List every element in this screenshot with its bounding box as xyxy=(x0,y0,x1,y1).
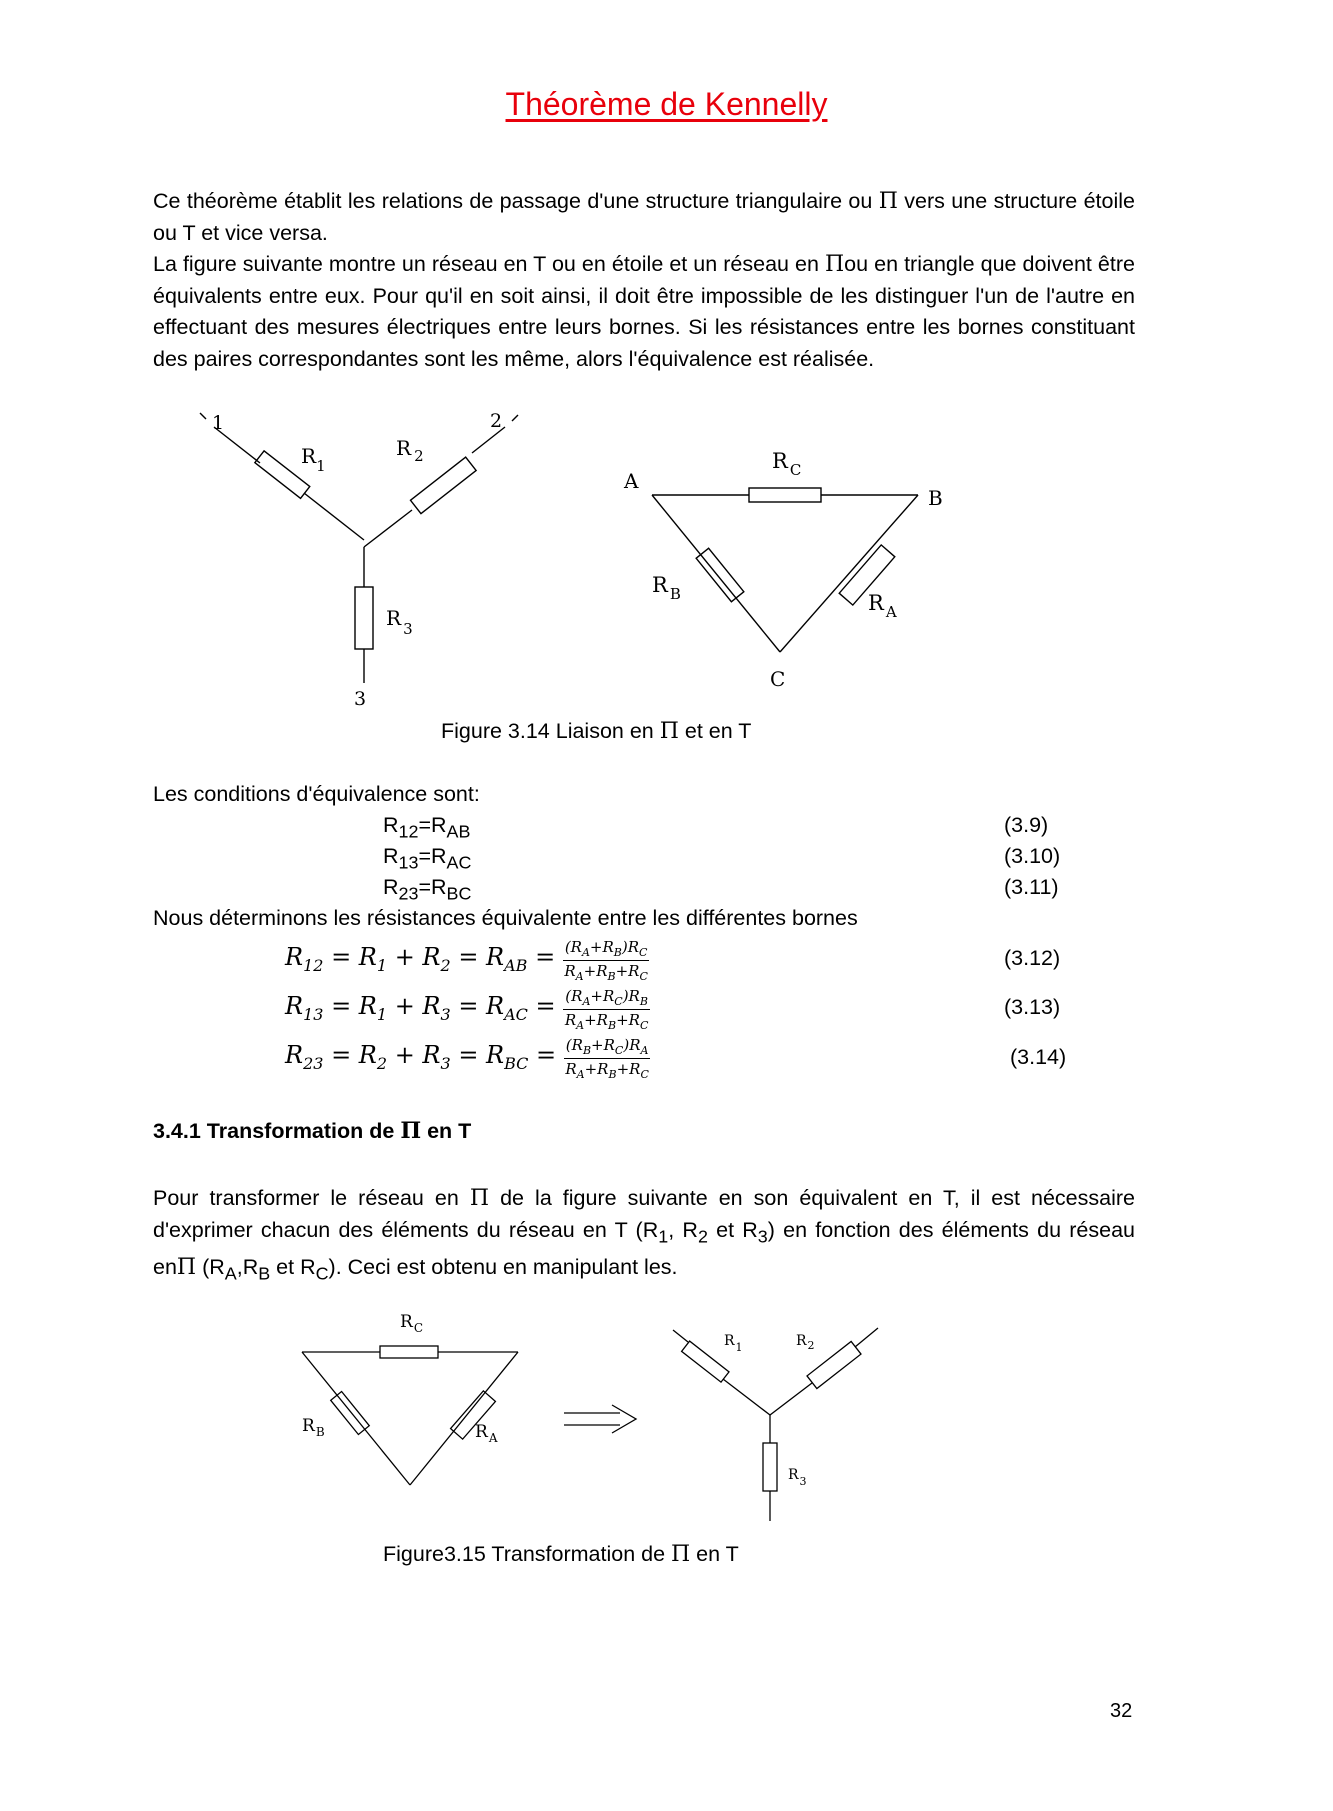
star-terminal-3: 3 xyxy=(354,688,367,710)
condition-2: $R_{13}=R_{AC}$ xyxy=(383,844,472,873)
condition-1: $R_{12}=R_{AB}$ xyxy=(383,813,471,842)
label-r2: R $_2$ xyxy=(396,436,424,465)
equation-number-3-12: (3.12) xyxy=(1004,946,1061,970)
small-label-ra: $R_A$ xyxy=(475,1422,498,1445)
small-label-rc: $R_C$ xyxy=(400,1312,423,1335)
node-c: C xyxy=(770,667,786,691)
label-rb: R $_B$ xyxy=(652,573,681,603)
intro-paragraph-2: La figure suivante montre un réseau en T ou en étoile et un réseau en Πou en triangle que doivent être équivalents entre eux. Pour qu'il en soit ainsi, il doit être impossible de les distinguer l'un de l'autre en effectuant des mesures électriques entre leurs bornes. Si les résistances entre les bornes constituant des paires correspondantes sont les même, alors l'équivalence est réalisée. xyxy=(153,252,1135,371)
page-title: Théorème de Kennelly xyxy=(505,86,828,122)
page-number: 32 xyxy=(1110,1700,1133,1722)
equation-3-14: $R_{23} = R_2 + R_3 = R_{BC}$ = $\frac{(R_B+R_C)R_A}{R_A+R_B+R_C}$ xyxy=(285,1036,649,1081)
intro-text xyxy=(153,186,1135,375)
conditions-intro: Les conditions d'équivalence sont: xyxy=(153,782,480,806)
label-r1: $R_1$ xyxy=(301,444,326,475)
equation-number-3-13: (3.13) xyxy=(1004,995,1061,1019)
section-paragraph: Pour transformer le réseau en Π de la figure suivante en son équivalent en T, il est nécessaire d'exprimer chacun des éléments du réseau en T ($R_1$, $R_2$ et $R_3$) en fonction des éléments du réseau enΠ ($R_A,R_B$ et $R_C$). Ceci est obtenu en manipulant les. xyxy=(153,1186,1135,1284)
determine-text: Nous déterminons les résistances équivalente entre les différentes bornes xyxy=(153,906,858,930)
equation-3-12: $R_{12} = R_1 + R_2 = R_{AB}$ = $\frac{(R_A+R_B)R_C}{R_A+R_B+R_C}$ xyxy=(285,938,648,983)
figure-3-14-caption: Figure 3.14 Liaison en Π et en T xyxy=(441,719,752,744)
condition-3: $R_{23}=R_{BC}$ xyxy=(383,875,472,904)
small-label-r3: $R_3$ xyxy=(788,1467,807,1488)
star-terminal-1: 1 xyxy=(212,412,225,434)
transform-arrow-icon xyxy=(564,1405,636,1433)
figure-3-15-caption: Figure3.15 Transformation de Π en T xyxy=(383,1542,739,1567)
equation-number-3-9: (3.9) xyxy=(1004,813,1049,837)
small-label-r1: $R_1$ xyxy=(724,1333,743,1354)
small-label-rb: $R_B$ xyxy=(302,1416,325,1439)
equation-number-3-14: (3.14) xyxy=(1010,1045,1067,1069)
small-label-r2: $R_2$ xyxy=(796,1333,815,1352)
figure-star-network xyxy=(190,405,503,715)
label-ra: R $_A$ xyxy=(868,591,897,621)
equation-3-13: $R_{13} = R_1 + R_3 = R_{AC}$ = $\frac{(R_A+R_C)R_B}{R_A+R_B+R_C}$ xyxy=(285,987,649,1032)
label-r3: R $_3$ xyxy=(386,606,413,638)
equation-number-3-11: (3.11) xyxy=(1004,875,1059,899)
section-heading: 3.4.1 Transformation de Π en T xyxy=(153,1118,472,1144)
node-a: A xyxy=(624,469,639,493)
node-b: B xyxy=(928,486,943,510)
figure-pi-to-t-transformation xyxy=(290,1305,890,1535)
equation-number-3-10: (3.10) xyxy=(1004,844,1061,868)
delta-network-small xyxy=(302,1346,518,1485)
intro-paragraph-1: Ce théorème établit les relations de passage d'une structure triangulaire ou Π vers une structure étoile ou T et vice versa. xyxy=(153,189,1135,245)
star-terminal-2: 2 xyxy=(490,410,503,432)
star-network-small xyxy=(673,1328,878,1521)
label-rc: R $_C$ xyxy=(772,449,802,479)
figure-delta-network xyxy=(610,440,960,710)
